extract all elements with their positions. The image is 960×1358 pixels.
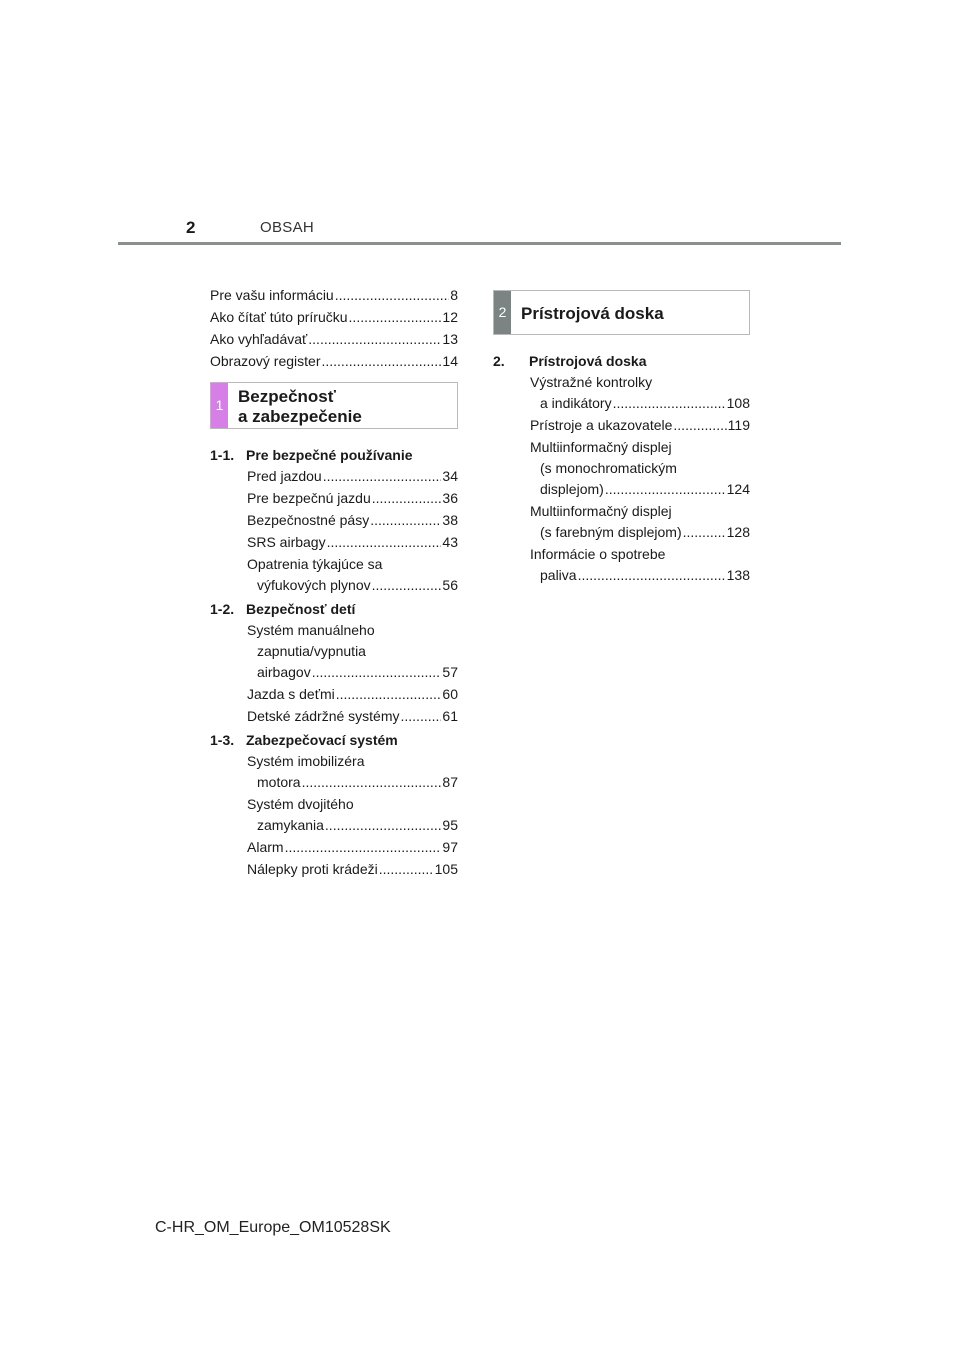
toc-entry-title: Výstražné kontrolky [530,374,653,390]
toc-dot-leader [335,285,449,306]
chapter-2-tab: 2 [494,291,511,334]
toc-dot-leader [302,772,442,793]
toc-entry-title: (s monochromatickým [540,460,677,476]
toc-right-column [493,290,750,587]
toc-entry-title: motora [257,774,301,790]
chapter-1-box[interactable] [210,382,458,429]
toc-entry-page: 13 [442,331,458,347]
toc-dot-leader [325,815,442,836]
chapter-2-title-text: Prístrojová doska [521,303,664,323]
toc-dot-leader [372,575,442,596]
toc-entry-page: 43 [442,534,458,550]
toc-entry-title: Pred jazdou [247,468,322,484]
toc-entry[interactable] [493,437,750,500]
chapter-1-sections [210,445,458,880]
toc-entry-page: 14 [442,353,458,369]
toc-entry-page: 138 [726,567,750,583]
toc-entry-page: 105 [434,861,458,877]
toc-entry-page: 108 [726,395,750,411]
section-title: Zabezpečovací systém [246,732,398,748]
chapter-2-box[interactable] [493,290,750,335]
toc-entry[interactable] [210,837,458,858]
chapter-2-sections [493,351,750,586]
toc-entry-title: Jazda s deťmi [247,686,335,702]
intro-list [210,285,458,372]
toc-entry-page: 36 [442,490,458,506]
toc-entry-page: 87 [442,774,458,790]
section-number: 1-1. [210,447,235,463]
toc-entry-page: 124 [726,481,750,497]
toc-entry[interactable] [210,859,458,880]
toc-entry-page: 8 [450,287,458,303]
toc-entry-page: 60 [442,686,458,702]
toc-entry[interactable] [210,510,458,531]
toc-entry-title: SRS airbagy [247,534,326,550]
toc-entry-page: 128 [726,524,750,540]
toc-dot-leader [370,510,441,531]
section-title: Pre bezpečné používanie [246,447,413,463]
section-title: Bezpečnosť detí [246,601,356,617]
toc-entry[interactable] [210,488,458,509]
toc-entry-page: 38 [442,512,458,528]
section-number: 1-2. [210,601,235,617]
toc-entry-title: Prístroje a ukazovatele [530,417,673,433]
toc-entry[interactable] [210,554,458,596]
toc-entry[interactable] [210,307,458,328]
toc-entry-title: Bezpečnostné pásy [247,512,370,528]
toc-entry[interactable] [210,794,458,836]
toc-entry-title: výfukových plynov [257,577,371,593]
toc-entry-page: 56 [442,577,458,593]
toc-dot-leader [312,662,442,683]
toc-dot-leader [323,466,442,487]
toc-entry-title: Systém imobilizéra [247,753,365,769]
section-title: Prístrojová doska [529,353,647,369]
chapter-1-title-line2: a zabezpečenie [238,406,362,426]
toc-entry[interactable] [210,351,458,372]
toc-entry-title: zapnutia/vypnutia [257,643,366,659]
toc-entry-title: (s farebným displejom) [540,524,682,540]
toc-left-column [210,285,458,881]
header-rule [118,242,841,245]
toc-entry-title: Pre bezpečnú jazdu [247,490,371,506]
toc-entry-page: 119 [727,417,750,433]
toc-entry-title: Multiinformačný displej [530,503,672,519]
toc-entry[interactable] [493,372,750,414]
section-heading[interactable] [210,730,458,751]
toc-dot-leader [308,329,441,350]
toc-entry-title: zamykania [257,817,324,833]
document-code: C-HR_OM_Europe_OM10528SK [155,1219,391,1236]
section-heading[interactable] [493,351,750,372]
toc-entry[interactable] [210,684,458,705]
toc-entry-title: Detské zádržné systémy [247,708,400,724]
toc-dot-leader [349,307,442,328]
toc-dot-leader [613,393,726,414]
section-heading[interactable] [210,599,458,620]
toc-entry[interactable] [493,501,750,543]
toc-dot-leader [673,415,726,436]
chapter-1-title-line1: Bezpečnosť [238,386,336,406]
toc-entry-title: displejom) [540,481,604,497]
toc-entry-title: Ako čítať túto príručku [210,309,348,325]
toc-entry-page: 57 [442,664,458,680]
toc-entry-title: Systém dvojitého [247,796,354,812]
chapter-1-title [228,383,362,428]
toc-entry[interactable] [493,544,750,586]
section-number: 1-3. [210,732,235,748]
toc-entry[interactable] [210,329,458,350]
toc-entry-title: a indikátory [540,395,612,411]
toc-entry-page: 97 [442,839,458,855]
toc-entry-page: 12 [442,309,458,325]
toc-dot-leader [321,351,441,372]
chapter-2-title [511,291,664,334]
toc-dot-leader [372,488,442,509]
toc-entry-page: 61 [442,708,458,724]
toc-entry[interactable] [493,415,750,436]
toc-entry-title: Alarm [247,839,284,855]
toc-entry-title: Opatrenia týkajúce sa [247,556,383,572]
page-title: OBSAH [260,219,315,236]
toc-entry-title: Ako vyhľadávať [210,331,308,347]
section-number: 2. [493,353,505,369]
toc-dot-leader [379,859,434,880]
page-number: 2 [186,218,196,237]
toc-entry[interactable] [210,532,458,553]
toc-entry-page: 95 [442,817,458,833]
toc-entry-title: airbagov [257,664,311,680]
toc-entry-title: Systém manuálneho [247,622,375,638]
toc-dot-leader [327,532,442,553]
toc-entry[interactable] [210,466,458,487]
toc-entry-title: Multiinformačný displej [530,439,672,455]
toc-entry[interactable] [210,285,458,306]
toc-dot-leader [605,479,726,500]
toc-dot-leader [401,706,442,727]
toc-entry[interactable] [210,706,458,727]
toc-entry-page: 34 [442,468,458,484]
toc-entry-title: Obrazový register [210,353,321,369]
toc-entry[interactable] [210,751,458,793]
toc-dot-leader [578,565,726,586]
toc-entry-title: Informácie o spotrebe [530,546,666,562]
toc-entry-title: Pre vašu informáciu [210,287,334,303]
toc-entry[interactable] [210,620,458,683]
section-heading[interactable] [210,445,458,466]
chapter-1-tab: 1 [211,383,228,428]
toc-entry-title: Nálepky proti krádeži [247,861,378,877]
toc-dot-leader [336,684,442,705]
toc-dot-leader [683,522,726,543]
toc-entry-title: paliva [540,567,577,583]
toc-dot-leader [285,837,442,858]
